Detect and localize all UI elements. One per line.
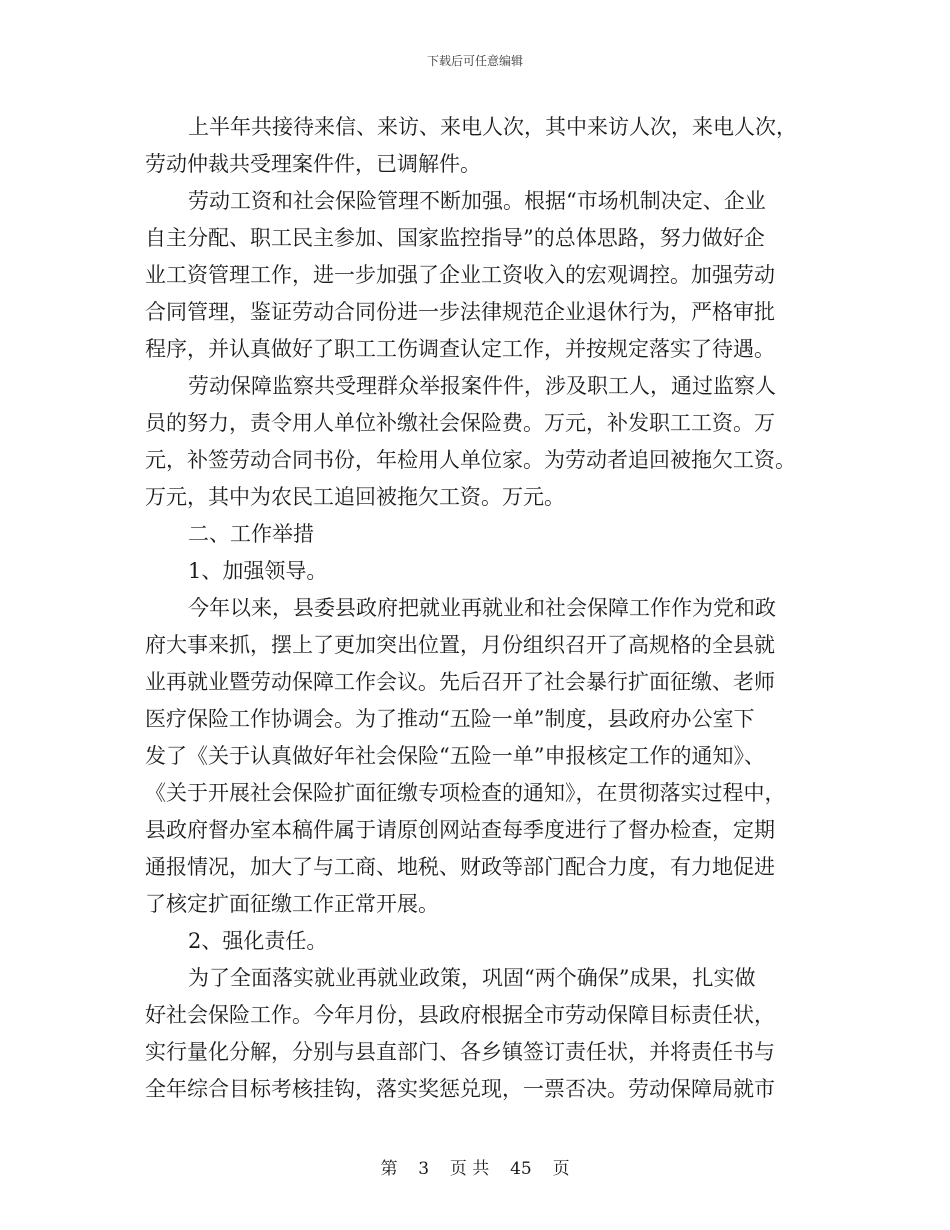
footer-suffix: 页 — [552, 1159, 570, 1179]
section-heading: 二、工作举措 — [188, 522, 314, 546]
text-line: 上半年共接待来信、来访、来电人次，其中来访人次，来电人次， — [188, 115, 797, 139]
page-header: 下载后可任意编辑 — [426, 54, 523, 68]
footer-mid: 页 共 — [449, 1159, 490, 1179]
text-line: 劳动保障监察共受理群众举报案件件，涉及职工人，通过监察人 — [188, 374, 776, 398]
text-line: 府大事来抓，摆上了更加突出位置，月份组织召开了高规格的全县就 — [145, 633, 775, 657]
text-line: 实行量化分解，分别与县直部门、各乡镇签订责任状，并将责任书与 — [145, 1040, 775, 1064]
text-line: 元，补签劳动合同书份，年检用人单位家。为劳动者追回被拖欠工资。 — [145, 448, 796, 472]
page-footer — [0, 1154, 950, 1179]
subsection-heading: 1、加强领导。 — [188, 559, 328, 583]
text-line: 全年综合目标考核挂钩，落实奖惩兑现，一票否决。劳动保障局就市 — [145, 1077, 775, 1101]
text-line: 自主分配、职工民主参加、国家监控指导”的总体思路，努力做好企 — [145, 226, 765, 250]
text-line: 业工资管理工作，进一步加强了企业工资收入的宏观调控。加强劳动 — [145, 263, 775, 287]
text-line: 业再就业暨劳动保障工作会议。先后召开了社会暴行扩面征缴、老师 — [145, 670, 775, 694]
text-line: 医疗保险工作协调会。为了推动“五险一单”制度，县政府办公室下 — [145, 707, 755, 731]
text-line: 员的努力，责令用人单位补缴社会保险费。万元，补发职工工资。万 — [145, 411, 775, 435]
text-line: 为了全面落实就业再就业政策，巩固“两个确保”成果，扎实做 — [188, 966, 756, 990]
text-line: 万元，其中为农民工追回被拖欠工资。万元。 — [145, 485, 565, 509]
current-page-number: 3 — [418, 1159, 430, 1179]
text-line: 通报情况，加大了与工商、地税、财政等部门配合力度，有力地促进 — [145, 855, 775, 879]
text-line: 了核定扩面征缴工作正常开展。 — [145, 892, 439, 916]
total-page-number: 45 — [510, 1159, 532, 1179]
subsection-heading: 2、强化责任。 — [188, 929, 328, 953]
text-line: 劳动工资和社会保险管理不断加强。根据“市场机制决定、企业 — [188, 189, 766, 213]
text-line: 发了《关于认真做好年社会保险“五险一单”申报核定工作的通知》、 — [145, 744, 765, 768]
text-line: 县政府督办室本稿件属于请原创网站查每季度进行了督办检查，定期 — [145, 818, 775, 842]
text-line: 程序，并认真做好了职工工伤调查认定工作，并按规定落实了待遇。 — [145, 337, 775, 361]
text-line: 今年以来，县委县政府把就业再就业和社会保障工作作为党和政 — [188, 596, 776, 620]
text-line: 《关于开展社会保险扩面征缴专项检查的通知》，在贯彻落实过程中， — [145, 781, 786, 805]
text-line: 劳动仲裁共受理案件件，已调解件。 — [145, 152, 481, 176]
text-line: 合同管理，鉴证劳动合同份进一步法律规范企业退休行为，严格审批 — [145, 300, 775, 324]
text-line: 好社会保险工作。今年月份，县政府根据全市劳动保障目标责任状， — [145, 1003, 775, 1027]
footer-prefix: 第 — [380, 1159, 398, 1179]
